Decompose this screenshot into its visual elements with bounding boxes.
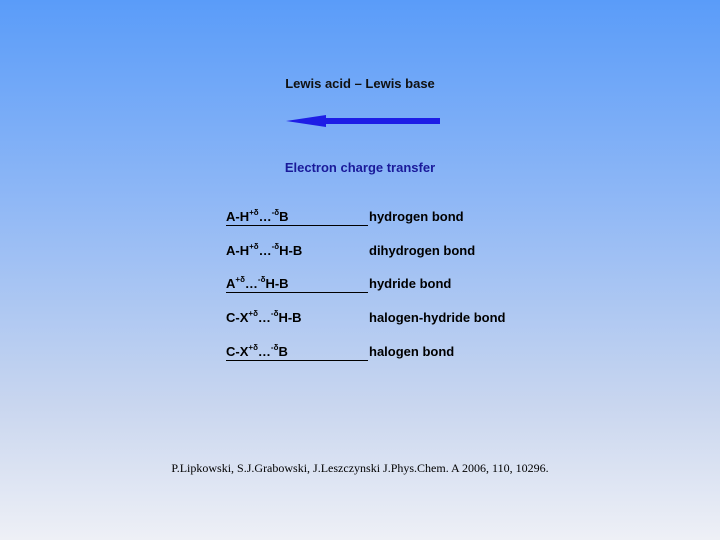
electron-charge-transfer-label: Electron charge transfer: [284, 160, 436, 175]
reference-citation: P.Lipkowski, S.J.Grabowski, J.Leszczynski J.Phys.Chem. A 2006, 110, 10296.: [171, 461, 549, 475]
bond-formula: $A^{+\delta}\dots^{-\delta}H-B$: [226, 276, 368, 293]
bond-row: [226, 310, 526, 330]
bond-name: dihydrogen bond: [369, 243, 476, 258]
bond-formula: $A-H^{+\delta}\dots^{-\delta}H-B$: [226, 241, 303, 258]
bond-name: hydride bond: [369, 276, 452, 291]
bond-formula: $A-H^{+\delta}\dots^{-\delta}B$: [226, 209, 368, 226]
bond-row: [226, 243, 526, 263]
bond-formula: $C-X^{+\delta}\dots^{-\delta}B$: [226, 344, 368, 361]
bond-row: [226, 209, 526, 229]
electron-transfer-arrow: [284, 112, 444, 132]
slide-title: Lewis acid – Lewis base: [285, 76, 435, 91]
bond-name: halogen bond: [369, 344, 455, 359]
bond-name: hydrogen bond: [369, 209, 464, 224]
bond-formula: $C-X^{+\delta}\dots^{-\delta}H-B$: [226, 308, 302, 325]
bond-name: halogen-hydride bond: [369, 310, 506, 325]
bond-row: [226, 344, 526, 364]
bond-row: [226, 276, 526, 296]
